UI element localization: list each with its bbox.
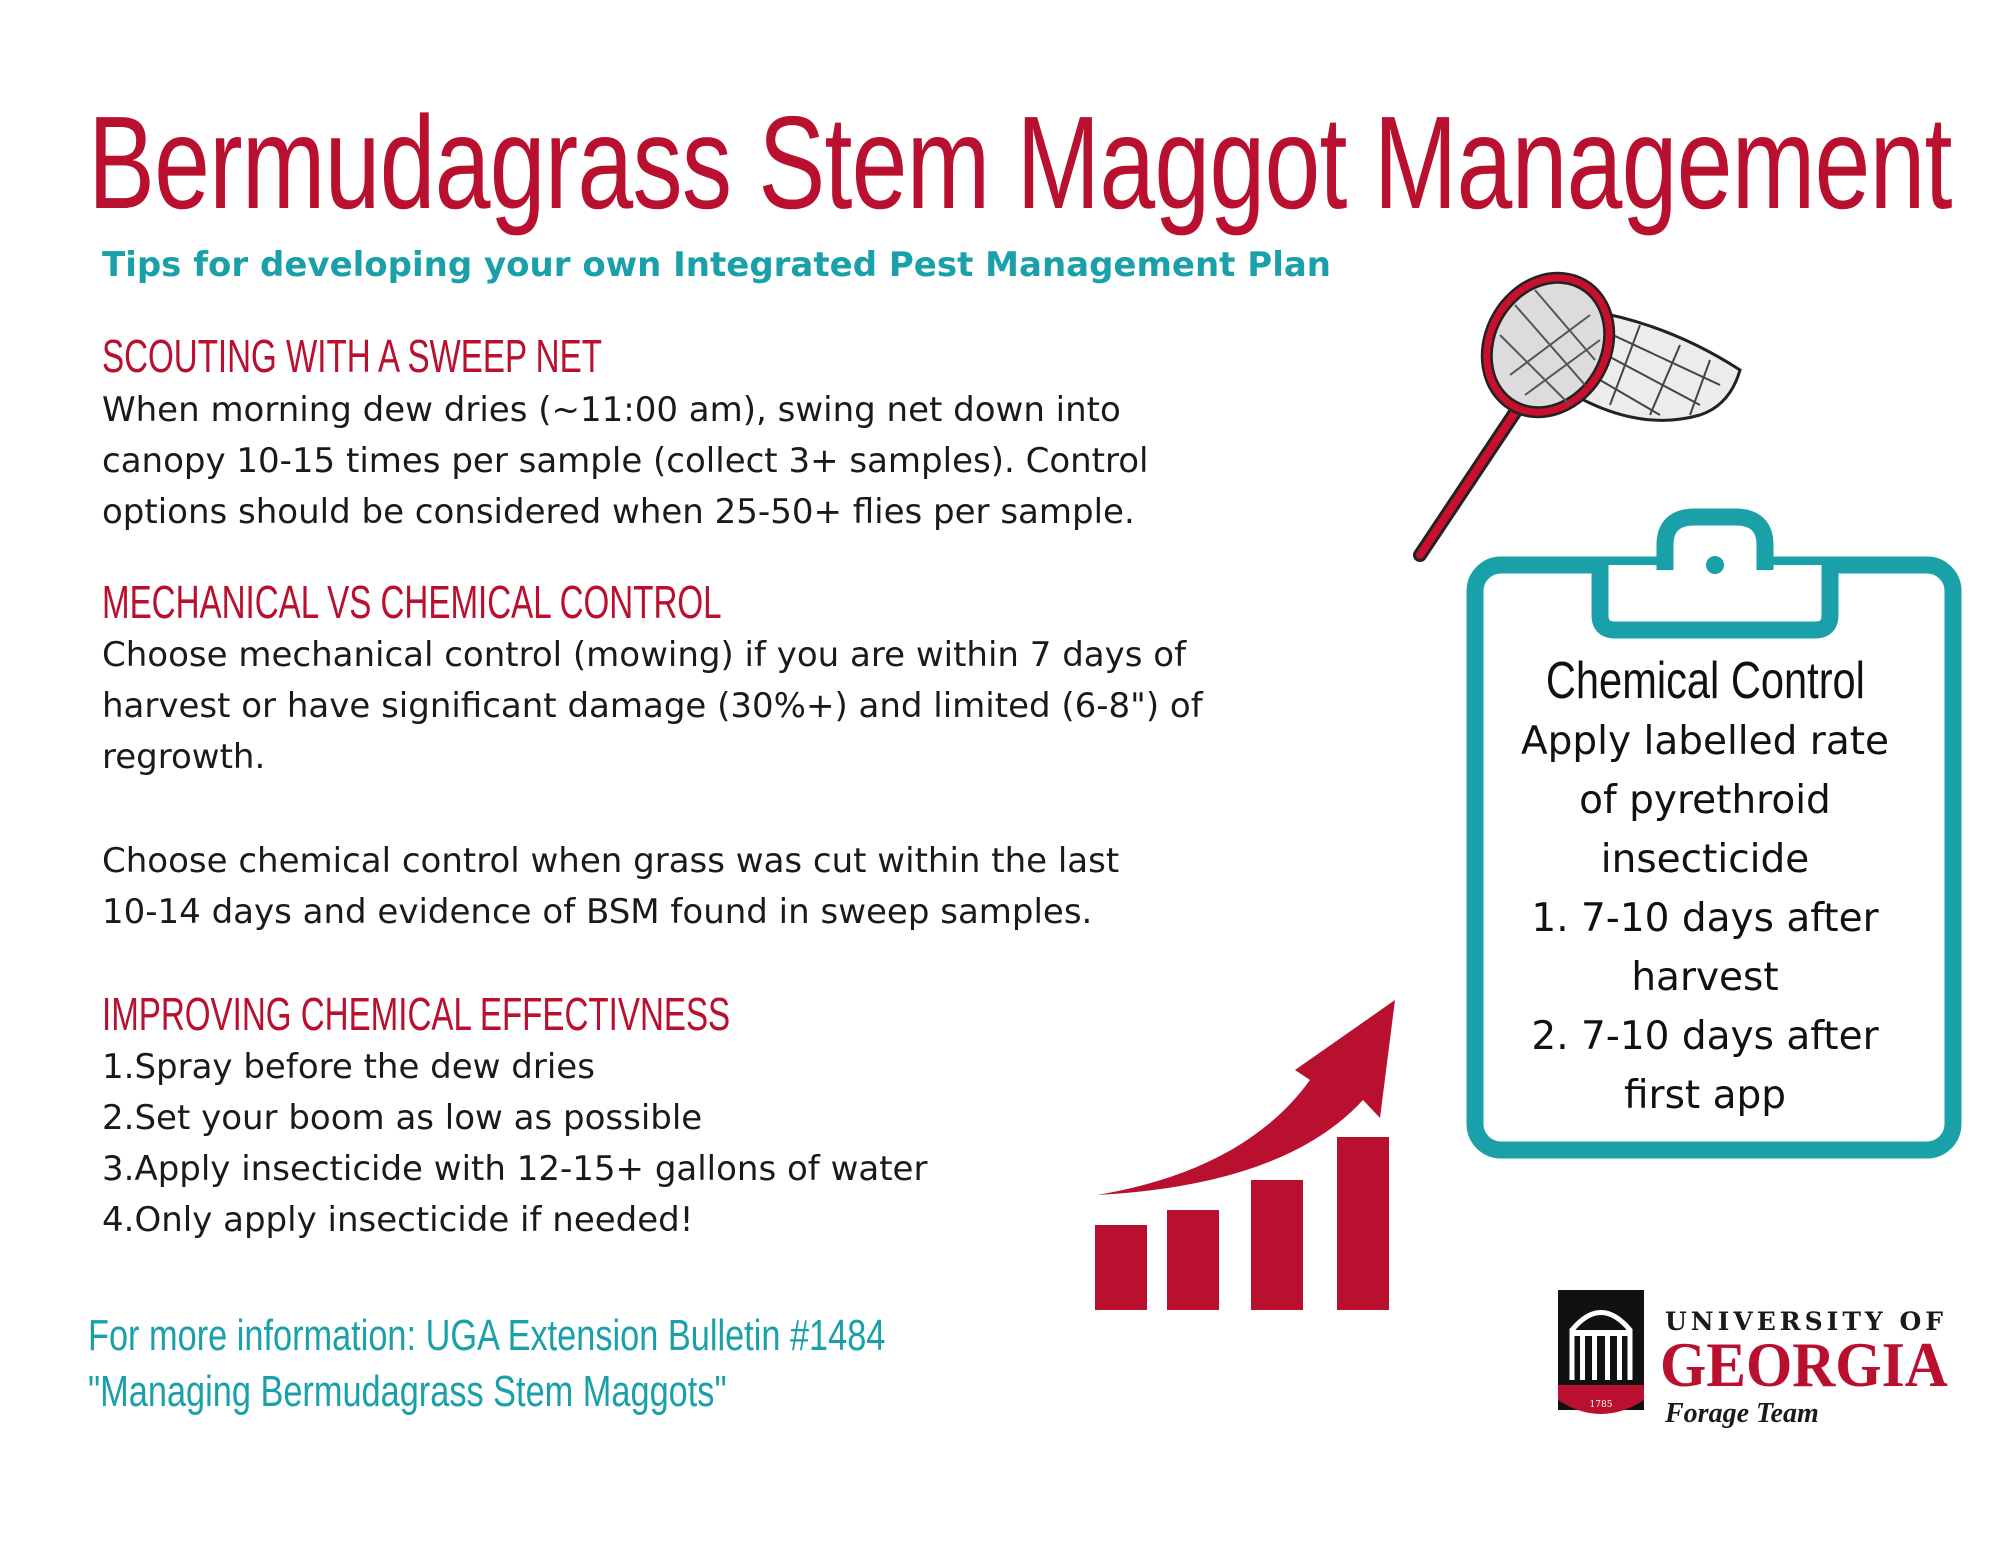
scouting-line: When morning dew dries (~11:00 am), swing net down into [102, 390, 1121, 430]
page-subtitle: Tips for developing your own Integrated Pest Management Plan [102, 245, 1331, 285]
mechanical-text-2 [102, 836, 1432, 938]
logo-georgia: GEORGIA [1660, 1329, 1948, 1400]
clipboard-line: 1. 7-10 days after [1531, 896, 1879, 941]
mechanical-text-1 [102, 630, 1432, 783]
footer-bulletin-title: "Managing Bermudagrass Stem Maggots" [88, 1367, 727, 1416]
mechanical-line: harvest or have significant damage (30%+) and limited (6-8") of [102, 686, 1203, 726]
clipboard-line: Apply labelled rate [1520, 719, 1890, 764]
chemical-line: Choose chemical control when grass was cut within the last [102, 841, 1120, 881]
logo-university-of: UNIVERSITY OF [1665, 1307, 1948, 1336]
list-item: 4.Only apply insecticide if needed! [102, 1200, 694, 1240]
clipboard-title [1450, 650, 1960, 712]
clipboard-line: of pyrethroid [1579, 778, 1831, 823]
scouting-line: options should be considered when 25-50+ flies per sample. [102, 492, 1135, 532]
uga-arch-logo-icon [1558, 1290, 1648, 1420]
heading-scouting: SCOUTING WITH A SWEEP NET [102, 330, 602, 382]
scouting-line: canopy 10-15 times per sample (collect 3+ samples). Control [102, 441, 1149, 481]
clipboard-body [1475, 712, 1935, 1125]
footer-bulletin: For more information: UGA Extension Bulletin #1484 [88, 1311, 886, 1360]
list-item: 1.Spray before the dew dries [102, 1047, 595, 1087]
chemical-line: 10-14 days and evidence of BSM found in sweep samples. [102, 892, 1093, 932]
page-title: Bermudagrass Stem Maggot Management [88, 89, 1952, 236]
logo-year: 1785 [1589, 1400, 1613, 1410]
scouting-text [102, 385, 1432, 538]
growth-chart-icon [1095, 1000, 1400, 1325]
heading-effectiveness: IMPROVING CHEMICAL EFFECTIVNESS [102, 988, 731, 1040]
clipboard-line: harvest [1631, 955, 1779, 1000]
clipboard-line: 2. 7-10 days after [1531, 1014, 1879, 1059]
list-item: 3.Apply insecticide with 12-15+ gallons of water [102, 1149, 928, 1189]
clipboard-line: insecticide [1600, 837, 1810, 882]
list-item: 2.Set your boom as low as possible [102, 1098, 703, 1138]
mechanical-line: regrowth. [102, 737, 266, 777]
clipboard-title-text: Chemical Control [1545, 652, 1865, 710]
heading-mechanical: MECHANICAL VS CHEMICAL CONTROL [102, 576, 722, 628]
mechanical-line: Choose mechanical control (mowing) if you are within 7 days of [102, 635, 1187, 675]
logo-forage-team: Forage Team [1665, 1398, 1819, 1429]
clipboard-line: first app [1623, 1073, 1787, 1118]
